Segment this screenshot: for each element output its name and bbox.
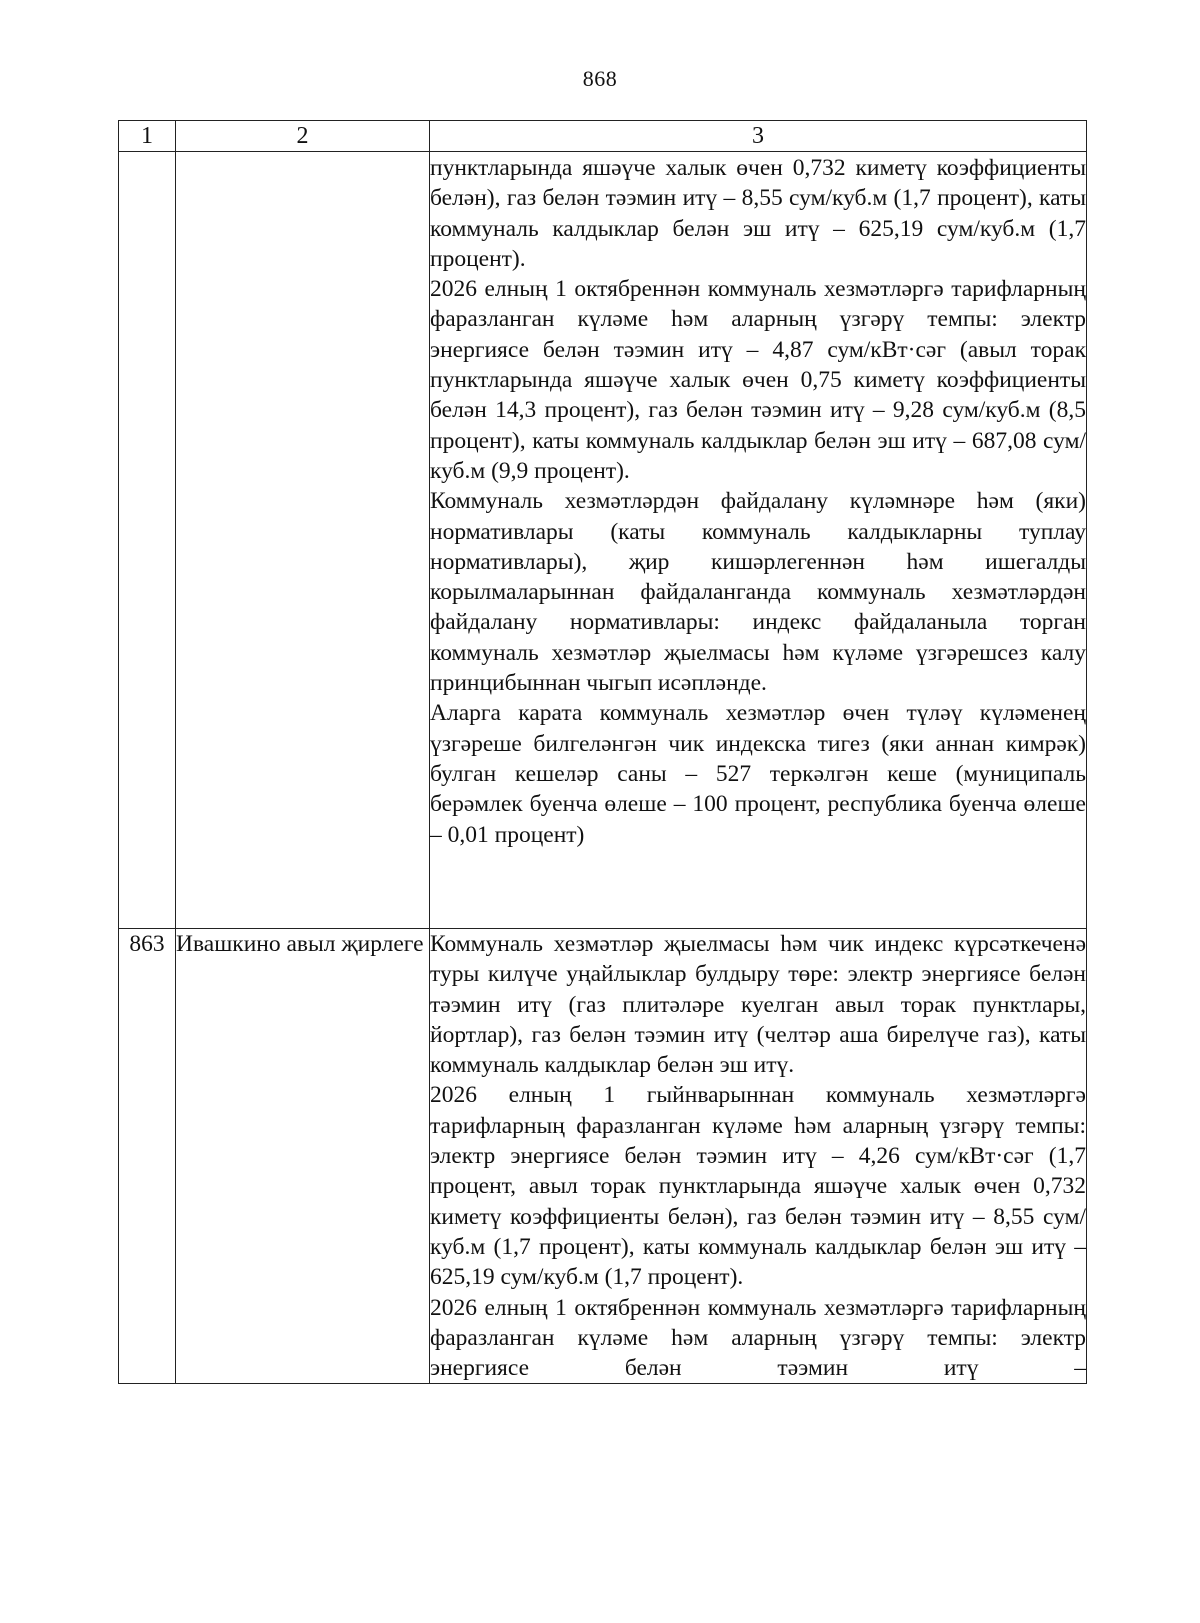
table-header-row [119, 121, 1087, 152]
column-header-text: 3 [430, 121, 1087, 152]
column-header-name: 2 [176, 121, 430, 152]
table-row [119, 152, 1087, 929]
paragraph: 2026 елның 1 гыйнварыннан коммуналь хезмәтләргә тарифларның фаразланган күләме һәм аларның үзгәрү темпы: электр энергиясе белән тәэмин итү – 4,26 сум/кВт·сәг (1,7 процент, авыл торак пунктларында яшәүче халык өчен 0,732 киметү коэффициенты белән), газ белән тәэмин итү – 8,55 сум/куб.м (1,7 процент), каты коммуналь калдыклар белән эш итү – 625,19 сум/куб.м (1,7 процент). [430, 1082, 1086, 1291]
paragraph: пунктларында яшәүче халык өчен 0,732 киметү коэффициенты белән), газ белән тәэмин итү – 8,55 сум/куб.м (1,7 процент), каты коммуналь калдыклар белән эш итү – 625,19 сум/куб.м (1,7 процент). [430, 155, 1086, 272]
paragraph: 2026 елның 1 октябреннән коммуналь хезмәтләргә тарифларның фаразланган күләме һәм аларның үзгәрү темпы: электр энергиясе белән тәэмин итү – 4,87 сум/кВт·сәг (авыл торак пунктларында яшәүче халык өчен 0,75 киметү коэффициенты белән 14,3 процент), газ белән тәэмин итү – 9,28 сум/куб.м (8,5 процент), каты коммуналь калдыклар белән эш итү – 687,08 сум/куб.м (9,9 процент). [430, 276, 1086, 484]
description-cell [430, 929, 1087, 1384]
settlement-name: Ивашкино авыл җирлеге [176, 929, 430, 1384]
paragraph: Коммуналь хезмәтләрдән файдалану күләмнәре һәм (яки) нормативлары (каты коммуналь калдыкларны туплау нормативлары), җир кишәрлегеннән һәм ишегалды корылмаларыннан файдаланганда коммуналь хезмәтләрдән файдалану нормативлары: индекс файдаланыла торган коммуналь хезмәтләр җыелмасы һәм күләме үзгәрешсез калу принцибыннан чыгып исәпләнде. [430, 488, 1086, 697]
table-row [119, 929, 1087, 1384]
paragraph: Аларга карата коммуналь хезмәтләр өчен түләү күләменең үзгәреше билгеләнгән чик индекска тигез (яки аннан кимрәк) булган кешеләр саны – 527 теркәлгән кеше (муниципаль берәмлек буенча өлеше – 100 процент, республика буенча өлеше – 0,01 процент) [430, 700, 1086, 848]
page-number: 868 [582, 66, 618, 91]
content-table [118, 120, 1087, 1384]
paragraph: Коммуналь хезмәтләр җыелмасы һәм чик индекс күрсәткеченә туры килүче уңайлыклар булдыру төре: электр энергиясе белән тәэмин итү (газ плитәләре куелган авыл торак пунктлары, йортлар), газ белән тәэмин итү (челтәр аша бирелүче газ), каты коммуналь калдыклар белән эш итү. [430, 931, 1086, 1079]
row-number: 863 [119, 929, 176, 1384]
row-number [119, 152, 176, 929]
paragraph: 2026 елның 1 октябреннән коммуналь хезмәтләргә тарифларның фаразланган күләме һәм аларның үзгәрү темпы: электр энергиясе белән тәэмин итү – [430, 1294, 1086, 1382]
description-cell [430, 152, 1087, 929]
settlement-name [176, 152, 430, 929]
column-header-number: 1 [119, 121, 176, 152]
